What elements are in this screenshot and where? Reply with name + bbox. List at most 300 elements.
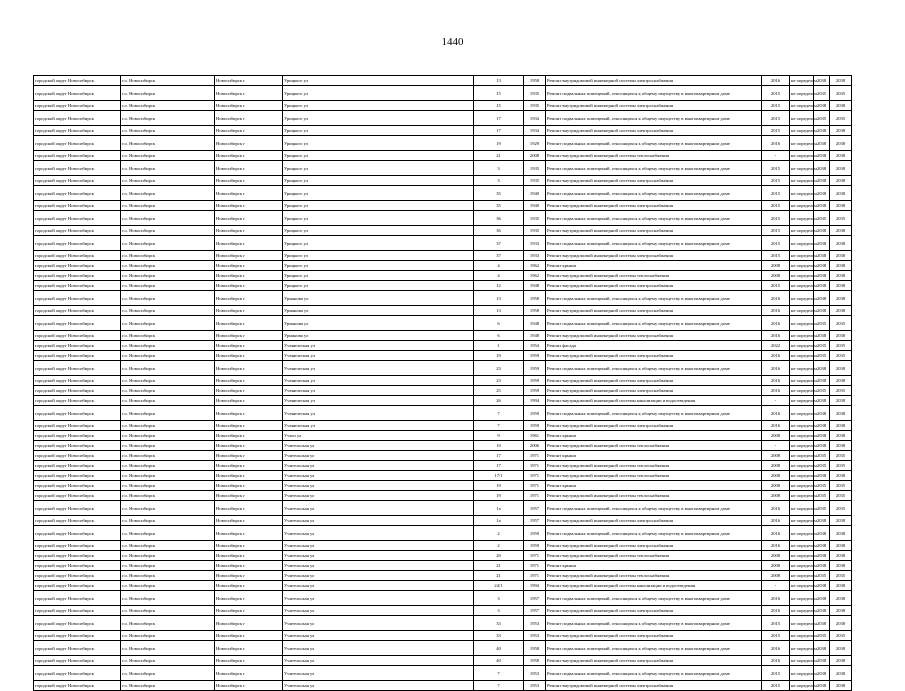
table-cell: 2035 [814,501,830,516]
table-cell: Ремонт внутридомовой инженерной системы электроснабжения [546,331,762,341]
table-cell: 2008 [524,151,546,161]
table-cell: 1934 [524,126,546,136]
table-cell: Новосибирск г [215,631,283,641]
table-cell: Ученическая ул [283,361,474,376]
table-cell: 2035 [814,451,830,461]
table-cell: Ремонт подвальных помещений, относящихся к общему имуществу в многоквартирном доме [546,526,762,541]
table-cell: 2038 [814,441,830,451]
table-cell: городской округ Новосибирск [34,551,121,561]
table-cell: городской округ Новосибирск [34,491,121,501]
table-cell: 2008 [762,271,790,281]
table-cell: 2035 [814,571,830,581]
table-cell: 2038 [814,126,830,136]
table-cell: 2038 [814,76,830,86]
table-cell: г.о. Новосибирск [121,331,215,341]
table-cell: 1971 [524,551,546,561]
table-cell: Ученическая ул [283,376,474,386]
table-cell: 17 [474,126,524,136]
table-cell: не определен [790,201,814,211]
table-row [34,431,852,441]
table-cell: 2035 [830,451,852,461]
table-cell: г.о. Новосибирск [121,251,215,261]
table-cell: городской округ Новосибирск [34,461,121,471]
table-cell: г.о. Новосибирск [121,526,215,541]
table-row [34,481,852,491]
table-cell: Учительская ул [283,541,474,551]
table-cell: 2038 [830,176,852,186]
table-cell: Учительская ул [283,526,474,541]
table-cell: 1935 [524,226,546,236]
table-cell: 1959 [524,406,546,421]
table-cell: 2035 [830,111,852,126]
table-cell: Ремонт внутридомовой инженерной системы канализации и водоотведения [546,396,762,406]
table-cell: 2038 [830,76,852,86]
table-cell: городской округ Новосибирск [34,591,121,606]
table-cell: Новосибирск г [215,561,283,571]
table-row [34,201,852,211]
table-cell: г.о. Новосибирск [121,681,215,691]
table-cell: не определен [790,186,814,201]
table-row [34,261,852,271]
table-cell: г.о. Новосибирск [121,431,215,441]
table-row [34,331,852,341]
table-cell: не определен [790,526,814,541]
table-cell: не определен [790,211,814,226]
table-cell: Новосибирск г [215,606,283,616]
table-cell: городской округ Новосибирск [34,421,121,431]
table-row [34,551,852,561]
table-cell: Урицкого ул [283,236,474,251]
table-cell: городской округ Новосибирск [34,666,121,681]
table-cell: не определен [790,291,814,306]
table-cell: 2015 [762,126,790,136]
table-cell: 1959 [524,541,546,551]
table-cell: 15 [474,86,524,101]
table-cell: не определен [790,666,814,681]
table-cell: 1940 [524,201,546,211]
table-cell: Урманова ул [283,316,474,331]
table-cell: городской округ Новосибирск [34,316,121,331]
table-cell: 40 [474,656,524,666]
table-cell: Урицкого ул [283,176,474,186]
table-cell: городской округ Новосибирск [34,581,121,591]
table-cell: Новосибирск г [215,526,283,541]
table-cell: Ремонт крыши [546,561,762,571]
table-cell: Новосибирск г [215,136,283,151]
table-cell: 2038 [814,561,830,571]
table-cell: не определен [790,591,814,606]
table-cell: Учительская ул [283,551,474,561]
table-cell: 2035 [830,501,852,516]
table-cell: Ремонт внутридомовой инженерной системы электроснабжения [546,681,762,691]
table-cell: городской округ Новосибирск [34,541,121,551]
table-cell: 1929 [524,136,546,151]
table-cell: Новосибирск г [215,471,283,481]
table-cell: Новосибирск г [215,501,283,516]
table-cell: 2035 [830,461,852,471]
table-cell: 13 [474,291,524,306]
table-cell: 2015 [762,101,790,111]
table-cell: 2038 [814,201,830,211]
table-cell: 2015 [762,236,790,251]
table-cell: Урманова ул [283,291,474,306]
table-cell: Ремонт подвальных помещений, относящихся к общему имуществу в многоквартирном доме [546,236,762,251]
table-row [34,271,852,281]
table-cell: не определен [790,376,814,386]
table-row [34,516,852,526]
table-cell: 2016 [762,376,790,386]
table-cell: 2038 [814,186,830,201]
table-cell: г.о. Новосибирск [121,421,215,431]
table-cell: Новосибирск г [215,421,283,431]
table-cell: Новосибирск г [215,431,283,441]
table-cell: Ремонт внутридомовой инженерной системы электроснабжения [546,176,762,186]
table-cell: 2008 [762,451,790,461]
table-row [34,306,852,316]
table-cell: Ремонт крыши [546,431,762,441]
table-cell: 2038 [814,161,830,176]
table-cell: 21 [474,561,524,571]
table-cell: Ремонт крыши [546,451,762,461]
table-cell: 2015 [762,251,790,261]
table-cell: 2015 [762,681,790,691]
table-row [34,441,852,451]
table-cell: 2006 [524,441,546,451]
table-cell: г.о. Новосибирск [121,161,215,176]
table-cell: 1958 [524,76,546,86]
table-row [34,656,852,666]
table-cell: не определен [790,331,814,341]
table-cell: не определен [790,516,814,526]
table-cell: городской округ Новосибирск [34,86,121,101]
table-cell: городской округ Новосибирск [34,126,121,136]
table-cell: 2038 [830,291,852,306]
table-cell: Ремонт внутридомовой инженерной системы теплоснабжения [546,491,762,501]
table-cell: 2038 [814,471,830,481]
table-cell: Ученическая ул [283,396,474,406]
table-cell: Ремонт внутридомовой инженерной системы электроснабжения [546,516,762,526]
table-cell: 2038 [814,331,830,341]
table-cell: 1994 [524,396,546,406]
table-cell: г.о. Новосибирск [121,316,215,331]
table-cell: 2038 [830,581,852,591]
table-cell: городской округ Новосибирск [34,226,121,236]
table-cell: Ремонт внутридомовой инженерной системы электроснабжения [546,631,762,641]
table-cell: 2008 [762,491,790,501]
table-cell: 2038 [830,616,852,631]
table-cell: Учительская ул [283,641,474,656]
table-cell: Ремонт подвальных помещений, относящихся к общему имуществу в многоквартирном доме [546,291,762,306]
table-cell: 1953 [524,681,546,691]
table-cell: Ремонт внутридомовой инженерной системы теплоснабжения [546,271,762,281]
table-cell: не определен [790,541,814,551]
table-cell: Ремонт внутридомовой инженерной системы электроснабжения [546,251,762,261]
table-cell: 2035 [830,491,852,501]
table-cell: 2038 [830,656,852,666]
table-cell: Ремонт подвальных помещений, относящихся к общему имуществу в многоквартирном доме [546,316,762,331]
table-row [34,101,852,111]
table-cell: 2038 [814,681,830,691]
table-cell: Ремонт внутридомовой инженерной системы электроснабжения [546,656,762,666]
table-cell: 2038 [830,126,852,136]
table-cell: 1940 [524,186,546,201]
table-cell: 2016 [762,606,790,616]
table-cell: Новосибирск г [215,341,283,351]
table-cell: 2035 [830,481,852,491]
table-row [34,161,852,176]
table-cell: не определен [790,261,814,271]
table-cell: 1971 [524,561,546,571]
table-cell: Ученическая ул [283,421,474,431]
table-cell: Новосибирск г [215,201,283,211]
table-cell: не определен [790,406,814,421]
table-cell: городской округ Новосибирск [34,526,121,541]
table-cell: не определен [790,641,814,656]
table-cell: г.о. Новосибирск [121,281,215,291]
table-cell: 1971 [524,481,546,491]
table-cell: 2038 [814,281,830,291]
table-cell: не определен [790,571,814,581]
table-cell: Ремонт внутридомовой инженерной системы электроснабжения [546,201,762,211]
table-cell: 13 [474,76,524,86]
table-cell: городской округ Новосибирск [34,201,121,211]
table-cell: не определен [790,631,814,641]
table-cell: 2015 [762,616,790,631]
table-cell: Новосибирск г [215,441,283,451]
table-cell: Новосибирск г [215,151,283,161]
table-cell: городской округ Новосибирск [34,386,121,396]
table-cell: 2038 [830,101,852,111]
table-row [34,606,852,616]
table-cell: не определен [790,501,814,516]
table-row [34,541,852,551]
table-cell: г.о. Новосибирск [121,451,215,461]
table-cell: г.о. Новосибирск [121,361,215,376]
table-cell: Учительская ул [283,516,474,526]
table-cell: 2038 [814,261,830,271]
table-cell: 2038 [830,681,852,691]
table-cell: 7 [474,681,524,691]
table-cell: 2038 [814,176,830,186]
table-cell: Новосибирск г [215,571,283,581]
table-cell: 2016 [762,526,790,541]
table-cell: не определен [790,441,814,451]
table-cell: Урицкого ул [283,211,474,226]
table-cell: Урицкого ул [283,186,474,201]
table-cell: Учительская ул [283,561,474,571]
table-row [34,666,852,681]
table-cell: 9 [474,431,524,441]
table-cell: 2038 [830,201,852,211]
table-cell: 1958 [524,656,546,666]
table-cell: 2035 [830,386,852,396]
table-cell: Новосибирск г [215,316,283,331]
table-cell: Ремонт внутридомовой инженерной системы электроснабжения [546,306,762,316]
table-cell: Новосибирск г [215,226,283,236]
table-cell: 2008 [762,551,790,561]
table-cell: 2038 [814,396,830,406]
table-cell: Новосибирск г [215,451,283,461]
table-cell: 2038 [814,541,830,551]
table-cell: 2015 [762,111,790,126]
table-cell: 17 [474,451,524,461]
table-cell: 1953 [524,666,546,681]
table-cell: не определен [790,396,814,406]
table-cell: г.о. Новосибирск [121,176,215,186]
table-cell: г.о. Новосибирск [121,591,215,606]
table-cell: не определен [790,161,814,176]
table-cell: г.о. Новосибирск [121,376,215,386]
table-cell: г.о. Новосибирск [121,461,215,471]
table-cell: 17 [474,461,524,471]
table-cell: городской округ Новосибирск [34,291,121,306]
table-cell: Урицкого ул [283,86,474,101]
table-cell: 2038 [830,306,852,316]
table-cell: 2038 [830,331,852,341]
table-cell: Ученическая ул [283,351,474,361]
table-cell: городской округ Новосибирск [34,406,121,421]
table-cell: 2016 [762,406,790,421]
table-cell: 2038 [830,541,852,551]
table-cell: городской округ Новосибирск [34,451,121,461]
table-cell: не определен [790,656,814,666]
table-row [34,151,852,161]
table-cell: не определен [790,86,814,101]
table-cell: 1958 [524,291,546,306]
table-cell: Ремонт внутридомовой инженерной системы электроснабжения [546,386,762,396]
table-row [34,591,852,606]
table-cell: 3 [474,606,524,616]
table-cell: 2038 [814,136,830,151]
table-cell: Новосибирск г [215,351,283,361]
table-cell: Ремонт внутридомовой инженерной системы электроснабжения [546,541,762,551]
table-cell: 1948 [524,331,546,341]
table-cell: городской округ Новосибирск [34,606,121,616]
table-cell: Урицкого ул [283,126,474,136]
table-cell: 1961 [524,431,546,441]
table-cell: 7 [474,666,524,681]
table-cell: 7 [474,421,524,431]
table-cell: 3 [474,591,524,606]
table-cell: 2038 [830,551,852,561]
table-cell: г.о. Новосибирск [121,186,215,201]
table-cell: не определен [790,271,814,281]
table-cell: Новосибирск г [215,271,283,281]
table-cell: Новосибирск г [215,396,283,406]
table-cell: 1948 [524,316,546,331]
table-cell: Новосибирск г [215,261,283,271]
table-cell: городской округ Новосибирск [34,431,121,441]
table-cell: Ремонт подвальных помещений, относящихся к общему имуществу в многоквартирном доме [546,641,762,656]
table-cell: Урицкого ул [283,281,474,291]
table-cell: Ремонт внутридомовой инженерной системы канализации и водоотведения [546,581,762,591]
table-cell: 17 [474,111,524,126]
table-cell: 2038 [814,666,830,681]
table-cell: Ремонт крыши [546,261,762,271]
table-cell: Новосибирск г [215,236,283,251]
table-cell: г.о. Новосибирск [121,201,215,211]
table-cell: 15 [474,101,524,111]
table-row [34,76,852,86]
table-cell: 2035 [814,211,830,226]
table-cell: не определен [790,481,814,491]
table-cell: Учительская ул [283,656,474,666]
table-cell: 2035 [814,86,830,101]
table-cell: 2038 [830,151,852,161]
table-cell: г.о. Новосибирск [121,211,215,226]
table-cell: Учительская ул [283,681,474,691]
table-cell: 2016 [762,291,790,306]
table-cell: г.о. Новосибирск [121,111,215,126]
table-cell: городской округ Новосибирск [34,176,121,186]
table-cell: 2035 [814,316,830,331]
table-cell: 1959 [524,421,546,431]
table-cell: Новосибирск г [215,591,283,606]
table-cell: 2035 [814,386,830,396]
table-cell: 2038 [830,271,852,281]
table-cell: Урицкого ул [283,261,474,271]
table-row [34,581,852,591]
table-cell: Новосибирск г [215,641,283,656]
table-cell: 36 [474,211,524,226]
table-cell: Новосибирск г [215,551,283,561]
table-cell: не определен [790,461,814,471]
table-cell: 10 [474,441,524,451]
table-cell: 2038 [814,151,830,161]
table-cell: 2035 [814,351,830,361]
table-cell: 2016 [762,76,790,86]
table-cell: не определен [790,471,814,481]
table-cell: городской округ Новосибирск [34,341,121,351]
table-cell: Ремонт подвальных помещений, относящихся к общему имуществу в многоквартирном доме [546,86,762,101]
table-row [34,111,852,126]
table-cell: Ремонт внутридомовой инженерной системы электроснабжения [546,606,762,616]
table-cell: Ремонт подвальных помещений, относящихся к общему имуществу в многоквартирном доме [546,591,762,606]
table-cell: 2038 [830,161,852,176]
table-cell: 2038 [814,551,830,561]
table-cell: Ученическая ул [283,341,474,351]
table-cell: не определен [790,281,814,291]
table-row [34,396,852,406]
table-cell: 3 [474,161,524,176]
table-cell: 19 [474,481,524,491]
table-cell: Ремонт внутридомовой инженерной системы теплоснабжения [546,551,762,561]
table-cell: 2035 [814,481,830,491]
table-cell: Новосибирск г [215,126,283,136]
table-cell: г.о. Новосибирск [121,86,215,101]
table-cell: г.о. Новосибирск [121,261,215,271]
table-cell: 2038 [830,516,852,526]
table-cell: Новосибирск г [215,681,283,691]
table-cell: 35 [474,201,524,211]
table-cell: городской округ Новосибирск [34,561,121,571]
table-cell: 2038 [830,236,852,251]
table-cell: не определен [790,101,814,111]
table-cell: Урицкого ул [283,251,474,261]
table-cell: 2016 [762,351,790,361]
table-cell: Ремонт внутридомовой инженерной системы электроснабжения [546,421,762,431]
table-row [34,526,852,541]
table-cell: 2016 [762,386,790,396]
table-cell: 3 [474,176,524,186]
table-cell: 1935 [524,211,546,226]
table-cell: 37 [474,236,524,251]
table-cell: Учительская ул [283,501,474,516]
table-cell: не определен [790,451,814,461]
table-cell: Ученическая ул [283,406,474,421]
table-cell: г.о. Новосибирск [121,341,215,351]
table-cell: 19 [474,136,524,151]
